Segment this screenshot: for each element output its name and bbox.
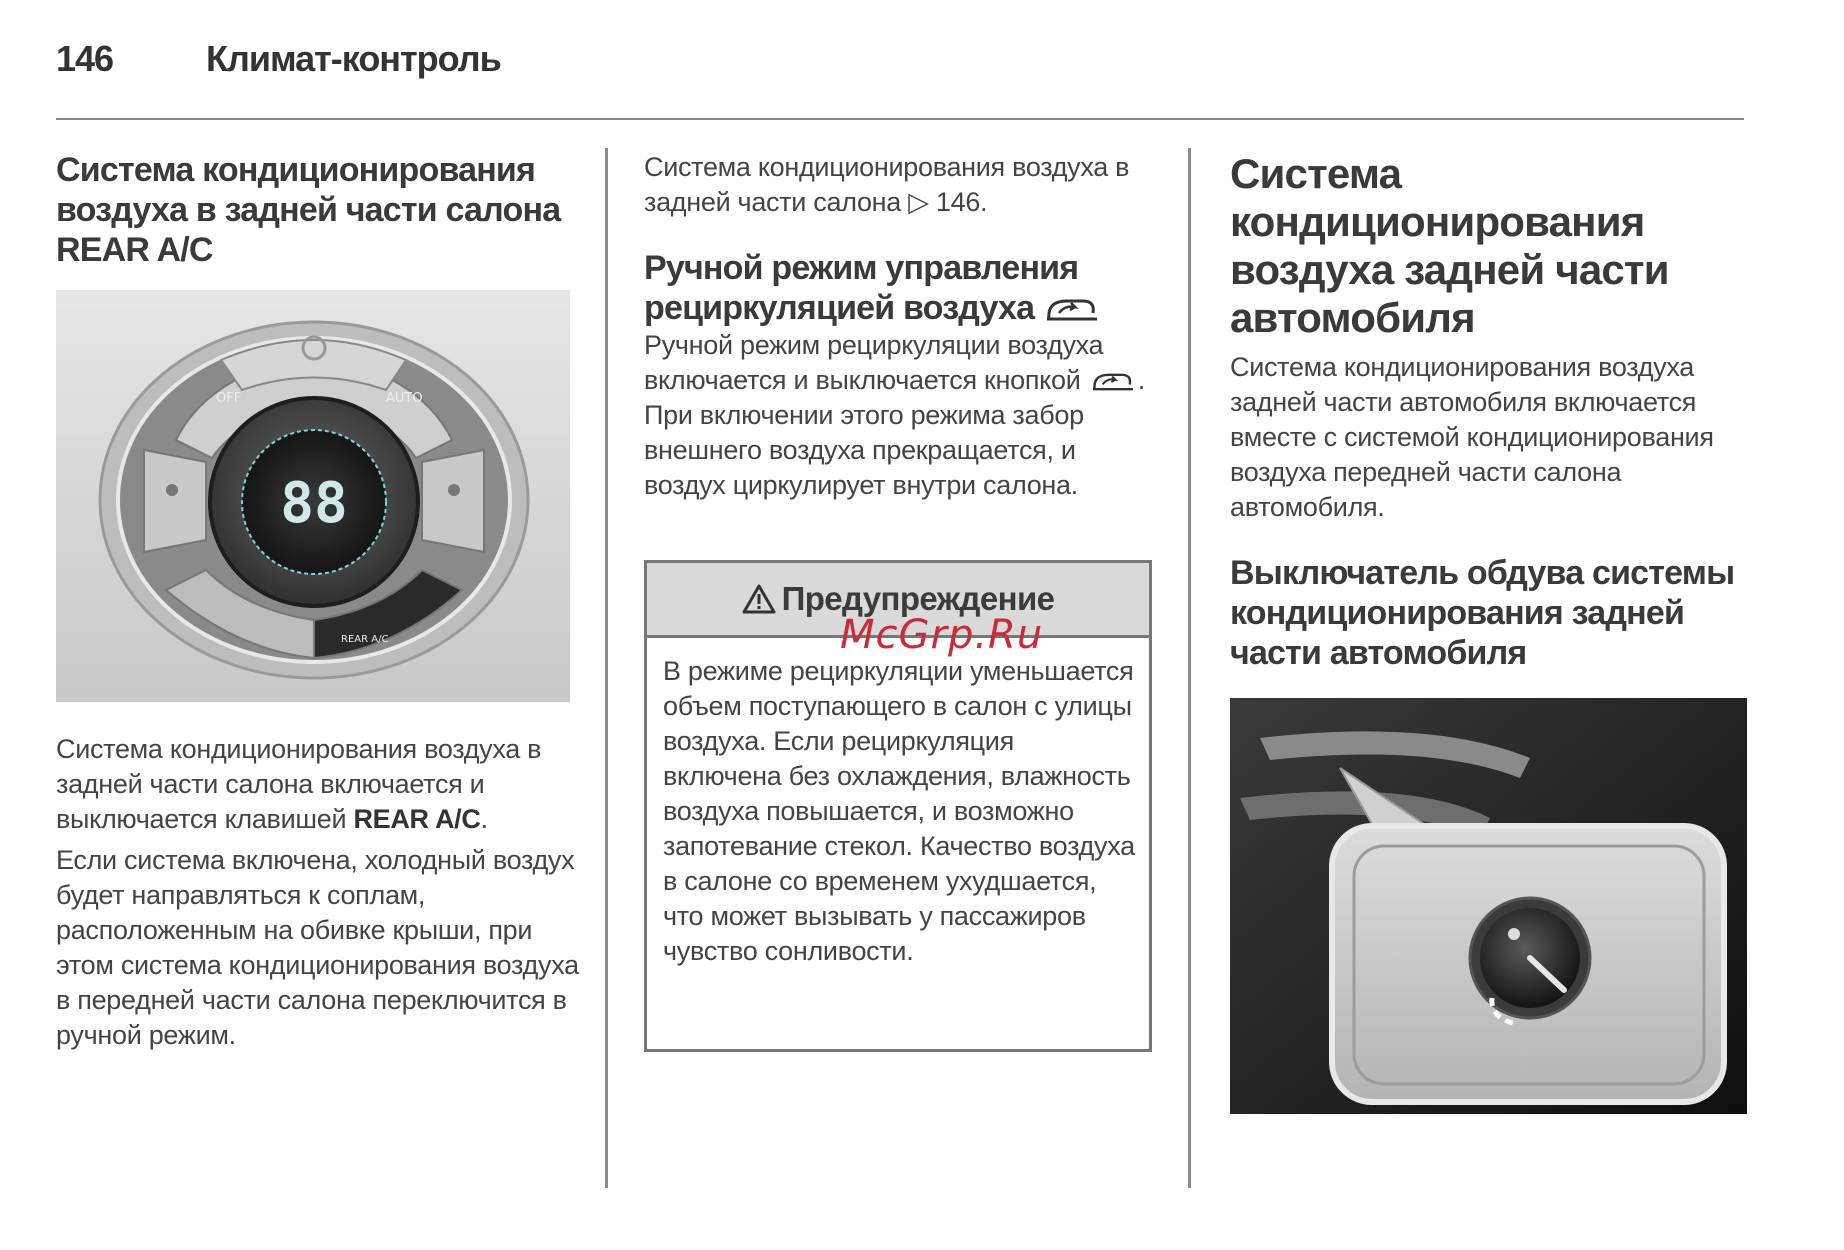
- page-ref-icon: ▷: [908, 187, 929, 217]
- recirculation-heading-text: Ручной режим управления рециркуляцией воздуха: [644, 249, 1079, 327]
- rear-ac-panel-figure: [56, 290, 570, 702]
- column-divider-left: [605, 148, 608, 1188]
- blower-switch-figure: [1230, 698, 1747, 1114]
- page-number: 146: [56, 38, 114, 79]
- auto-label: AUTO: [386, 391, 423, 406]
- rear-ac-control-panel-icon: [56, 290, 570, 702]
- cross-reference-text: Система кондиционирования воздуха в задней части салона: [644, 152, 1130, 217]
- rear-ac-paragraph-1: Система кондиционирования воздуха в задней части салона включается и выключается клавишей: [56, 734, 542, 834]
- section-title: Климат-контроль: [206, 38, 501, 79]
- column-divider-right: [1188, 148, 1191, 1188]
- recirculation-paragraph: [644, 328, 1154, 503]
- watermark: McGrp.Ru: [840, 612, 1044, 658]
- off-label: OFF: [216, 391, 242, 406]
- rear-ac-key-name: REAR A/C: [353, 804, 481, 834]
- recirculation-icon: [1043, 295, 1101, 325]
- display-digits: 88: [280, 471, 348, 536]
- rear-ac-label: REAR A/C: [341, 634, 389, 645]
- warning-title: Предупреждение: [781, 580, 1055, 617]
- left-body: [56, 732, 581, 1053]
- warning-triangle-icon: [742, 584, 776, 614]
- left-column: [56, 150, 576, 270]
- rear-system-paragraph: Система кондиционирования воздуха задней части автомобиля включается вместе с системой кондиционирования воздуха передней части салона автомобиля.: [1230, 352, 1714, 522]
- recirculation-paragraph-start: Ручной режим рециркуляции воздуха включается и выключается кнопкой: [644, 330, 1104, 395]
- rear-ac-paragraph-2: Если система включена, холодный воздух будет направляться к соплам, расположенным на обивке крыши, при этом система кондиционирования воздуха в передней части салона переключится в ручной режим.: [56, 845, 579, 1050]
- blower-switch-heading: Выключатель обдува системы кондиционирования задней части автомобиля: [1230, 554, 1735, 672]
- right-column: [1230, 150, 1750, 673]
- recirculation-heading: [644, 248, 1154, 328]
- recirculation-paragraph-end: . При включении этого режима забор внешнего воздуха прекращается, и воздух циркулирует внутри салона.: [644, 365, 1145, 500]
- middle-column: [644, 150, 1154, 503]
- rear-system-heading: Система кондиционирования воздуха задней части автомобиля: [1230, 150, 1669, 341]
- rear-blower-switch-photo-icon: [1230, 698, 1747, 1114]
- header-rule: [56, 118, 1744, 120]
- paragraph-1-end: .: [480, 804, 488, 834]
- recirculation-inline-icon: [1088, 370, 1138, 394]
- cross-reference: [644, 150, 1154, 220]
- cross-reference-page: 146: [935, 187, 981, 217]
- cross-reference-end: .: [980, 187, 988, 217]
- rear-ac-heading: Система кондиционирования воздуха в задней части салона REAR A/C: [56, 151, 561, 269]
- warning-text: В режиме рециркуляции уменьшается объем поступающего в салон с улицы воздуха. Если рециркуляция включена без охлаждения, влажность воздуха повышается, и возможно запотевание стекол. Качество воздуха в салоне со временем ухудшается, что может вызывать у пассажиров чувство сонливости.: [663, 656, 1135, 966]
